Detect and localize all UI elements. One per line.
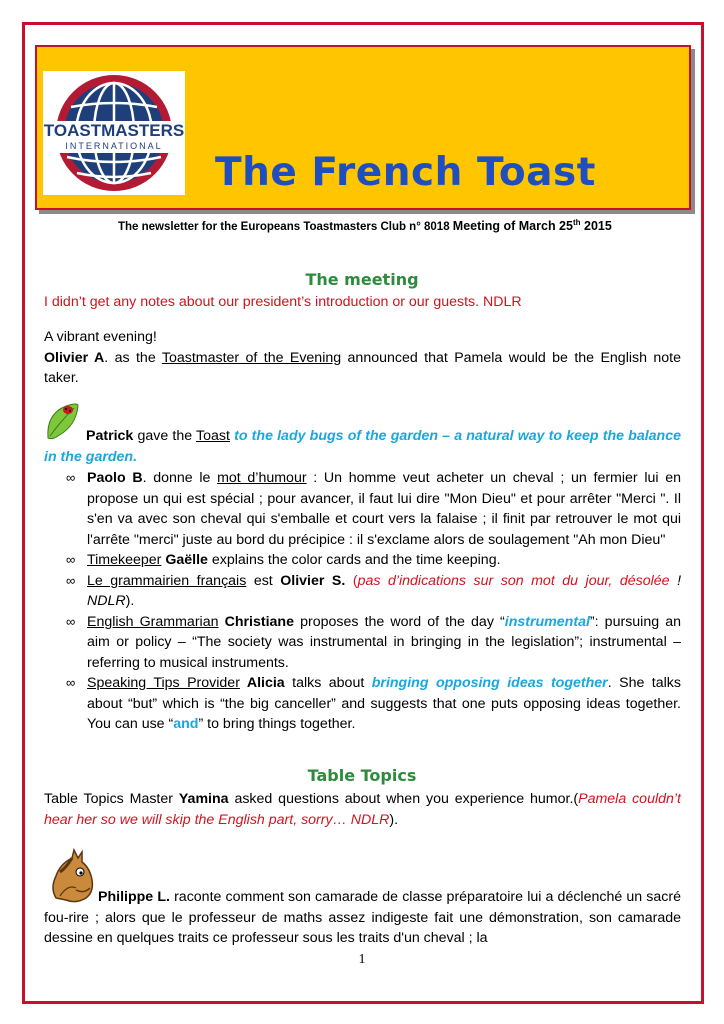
newsletter-title: The French Toast bbox=[215, 150, 596, 195]
meeting-note: I didn’t get any notes about our president’s introduction or our guests. NDLR bbox=[44, 294, 522, 310]
meeting-intro bbox=[44, 327, 681, 389]
bullet-timekeeper: ∞ Timekeeper Gaëlle explains the color cards and the time keeping. bbox=[66, 550, 681, 571]
infinity-bullet-icon: ∞ bbox=[66, 675, 76, 690]
svg-text:TOASTMASTERS: TOASTMASTERS bbox=[43, 121, 185, 140]
bullet-french-grammarian: ∞ Le grammairien français est Olivier S. (pas d’indications sur son mot du jour, désolée ! NDLR). bbox=[66, 572, 682, 609]
table-topics-paragraph: Table Topics Master Yamina asked questions about when you experience humor.(Pamela couldn’t hear her so we will skip the English part, sorry… NDLR). bbox=[44, 791, 681, 828]
philippe-paragraph: Philippe L. raconte comment son camarade de classe préparatoire lui a déclenché un sacré fou-rire ; alors que le professeur de maths assez indigeste fait une démonstration, son camarade dessine en quelques traits ce professeur sous les traits d'un cheval ; la bbox=[44, 889, 681, 946]
globe-logo-icon bbox=[43, 71, 185, 195]
vibrant-line: A vibrant evening! bbox=[44, 329, 157, 345]
bullet-paolo: ∞ Paolo B. donne le mot d’humour : Un homme veut acheter un cheval ; un fermier lui en propose un qui est spécial ; pour avancer, il faut lui dire "Mon Dieu" et pour arrêter "Merci ". Il s'en va avec son cheval qui s'emballe et court vers la falaise ; il finit par retrouver le mot qui l'arrête "merci" juste au bord du précipice : il s'exclame alors de soulagement "Ah mon Dieu" bbox=[66, 470, 681, 548]
infinity-bullet-icon: ∞ bbox=[66, 470, 76, 485]
svg-text:INTERNATIONAL: INTERNATIONAL bbox=[65, 141, 163, 151]
program-bullets bbox=[66, 468, 681, 735]
bullet-english-grammarian: ∞ English Grammarian Christiane proposes the word of the day “instrumental”: pursuing an aim or policy – “The society was instrumental in bringing in the legislation”; instrumental – referring to musical instruments. bbox=[66, 613, 681, 671]
infinity-bullet-icon: ∞ bbox=[66, 572, 76, 588]
olivier-paragraph: Olivier A. as the Toastmaster of the Evening announced that Pamela would be the English note taker. bbox=[44, 349, 681, 386]
newsletter-subtitle bbox=[118, 218, 688, 233]
section-heading-table-topics: Table Topics bbox=[307, 766, 417, 785]
infinity-bullet-icon: ∞ bbox=[66, 613, 76, 629]
page-number: 1 bbox=[358, 952, 366, 967]
patrick-paragraph: Patrick gave the Toast to the lady bugs of the garden – a natural way to keep the balance in the garden. bbox=[44, 428, 682, 465]
toastmasters-logo bbox=[43, 71, 185, 195]
newsletter-line: The newsletter for the Europeans Toastmasters Club n° 8018 bbox=[118, 221, 450, 234]
section-heading-meeting: The meeting bbox=[305, 270, 419, 289]
bullet-speaking-tips: ∞ Speaking Tips Provider Alicia talks about bringing opposing ideas together. She talks about “but” which is “the big canceller” and suggests that one puts opposing ideas together. You can use “and” to bring things together. bbox=[66, 675, 681, 732]
meeting-date: Meeting of March 25th 2015 bbox=[452, 218, 612, 234]
infinity-bullet-icon: ∞ bbox=[66, 552, 76, 567]
